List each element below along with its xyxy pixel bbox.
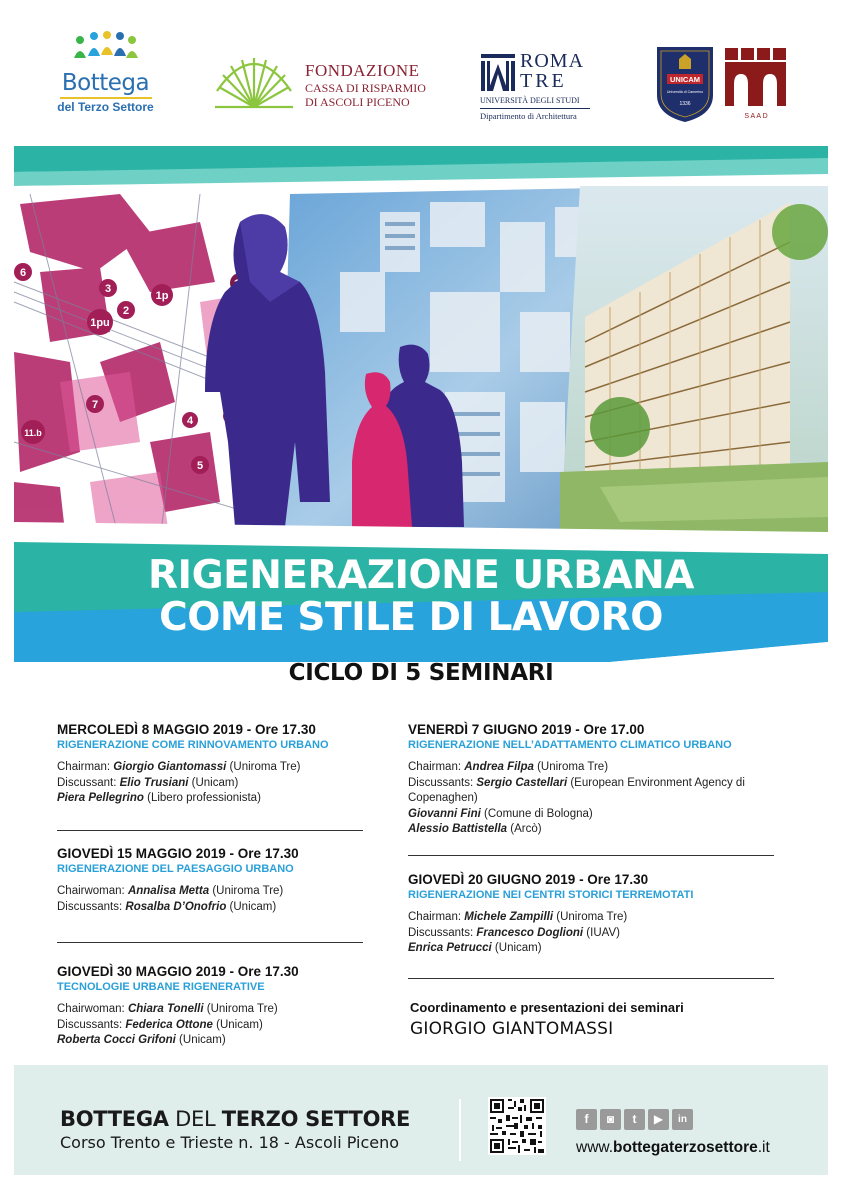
seminar-topic: TECNOLOGIE URBANE RIGENERATIVE — [57, 981, 265, 993]
footer-address: Corso Trento e Trieste n. 18 - Ascoli Piceno — [60, 1133, 400, 1152]
person-line: Discussants: Rosalba D’Onofrio (Unicam) — [57, 900, 277, 913]
people-icon — [70, 30, 140, 70]
map-label: 3 — [104, 283, 112, 295]
seminar-5 — [408, 872, 718, 957]
map-label: 11.b — [24, 428, 42, 438]
unicam-sub: Università di Camerino — [666, 90, 704, 94]
seminar-people — [57, 884, 367, 915]
seminar-3 — [57, 964, 367, 1049]
person-line: Discussants: Francesco Doglioni (IUAV) — [408, 926, 620, 939]
coordination — [410, 1000, 770, 1039]
logo-bar — [0, 0, 842, 140]
divider — [408, 978, 774, 979]
qr-code-icon[interactable] — [488, 1097, 546, 1155]
unicam-name: UNICAM — [670, 75, 700, 84]
bottega-name: Bottega — [61, 70, 150, 96]
unicam-logo — [655, 45, 715, 123]
person-line: Discussants: Sergio Castellari (European Environment Agency di Copenaghen) — [408, 776, 745, 804]
coordination-label: Coordinamento e presentazioni dei seminari — [410, 1000, 684, 1015]
saad-logo — [725, 48, 787, 120]
fondazione-line1: FONDAZIONE — [305, 61, 420, 80]
map-label: 2 — [122, 305, 130, 317]
seminar-date: GIOVEDÌ 20 GIUGNO 2019 - Ore 17.30 — [408, 872, 649, 887]
divider — [408, 855, 774, 856]
divider — [57, 830, 363, 831]
roma-text: ROMA — [520, 50, 585, 72]
footer — [14, 1065, 828, 1175]
person-line: Enrica Petrucci (Unicam) — [408, 942, 542, 954]
divider — [57, 942, 363, 943]
person-line: Chairman: Andrea Filpa (Uniroma Tre) — [408, 761, 609, 773]
map-label: 6 — [19, 267, 27, 279]
coordinator-name: GIORGIO GIANTOMASSI — [410, 1019, 614, 1039]
facebook-icon[interactable]: f — [576, 1109, 597, 1130]
person-line: Alessio Battistella (Arcò) — [408, 823, 542, 835]
footer-org-name: BOTTEGA DEL TERZO SETTORE — [60, 1107, 411, 1131]
person-line: Discussants: Federica Ottone (Unicam) — [57, 1018, 263, 1031]
seminar-topic: RIGENERAZIONE DEL PAESAGGIO URBANO — [57, 863, 294, 875]
seminar-people — [408, 760, 768, 838]
seminar-date: MERCOLEDÌ 8 MAGGIO 2019 - Ore 17.30 — [57, 722, 316, 737]
seminar-date: GIOVEDÌ 15 MAGGIO 2019 - Ore 17.30 — [57, 846, 299, 861]
seminar-date: VENERDÌ 7 GIUGNO 2019 - Ore 17.00 — [408, 722, 645, 737]
youtube-icon[interactable]: ▶ — [648, 1109, 669, 1130]
seminar-people — [408, 910, 718, 957]
map-label: 7 — [91, 399, 99, 411]
seminar-4 — [408, 722, 768, 838]
seminar-topic: RIGENERAZIONE NEI CENTRI STORICI TERREMOTATI — [408, 889, 694, 901]
person-line: Discussant: Elio Trusiani (Unicam) — [57, 776, 239, 789]
person-line: Piera Pellegrino (Libero professionista) — [57, 792, 261, 804]
person-line: Chairwoman: Annalisa Metta (Uniroma Tre) — [57, 885, 284, 897]
unicam-year: 1336 — [679, 101, 691, 107]
fondazione-line2: CASSA DI RISPARMIO — [305, 81, 426, 95]
roma-tre-department: Dipartimento di Architettura — [480, 108, 590, 121]
person-line: Roberta Cocci Grifoni (Unicam) — [57, 1034, 226, 1046]
fondazione-logo — [213, 55, 438, 115]
subtitle: CICLO DI 5 SEMINARI — [288, 660, 554, 686]
seminar-1 — [57, 722, 367, 807]
person-line: Chairwoman: Chiara Tonelli (Uniroma Tre) — [57, 1003, 278, 1015]
roma-tre-logo — [480, 50, 590, 125]
main-title — [14, 545, 828, 665]
person-line: Chairman: Michele Zampilli (Uniroma Tre) — [408, 911, 628, 923]
bottega-underline — [60, 97, 152, 99]
roma-tre-university: UNIVERSITÀ DEGLI STUDI — [480, 96, 580, 105]
map-label: 1pu — [90, 317, 110, 329]
saad-text: S A A D — [744, 113, 768, 120]
seminar-topic: RIGENERAZIONE COME RINNOVAMENTO URBANO — [57, 739, 329, 751]
map-label: 4 — [186, 415, 194, 427]
seminar-people — [57, 760, 367, 807]
footer-divider — [459, 1099, 461, 1161]
title-line-2: COME STILE DI LAVORO — [159, 595, 663, 640]
seminar-people — [57, 1002, 367, 1049]
linkedin-icon[interactable]: in — [672, 1109, 693, 1130]
tre-text: TRE — [520, 70, 567, 92]
map-label: 1p — [155, 290, 169, 302]
instagram-icon[interactable]: ◙ — [600, 1109, 621, 1130]
website-link[interactable]: www.bottegaterzosettore.it — [576, 1139, 770, 1156]
seminar-date: GIOVEDÌ 30 MAGGIO 2019 - Ore 17.30 — [57, 964, 299, 979]
fan-icon — [213, 57, 295, 109]
bottega-logo — [48, 30, 163, 120]
person-line: Giovanni Fini (Comune di Bologna) — [408, 807, 593, 820]
bottega-sub: del Terzo Settore — [57, 100, 154, 114]
title-line-1: RIGENERAZIONE URBANA — [148, 553, 694, 598]
seminar-topic: RIGENERAZIONE NELL’ADATTAMENTO CLIMATICO URBANO — [408, 739, 732, 751]
roma-tre-mark-icon — [480, 52, 516, 94]
fondazione-line3: DI ASCOLI PICENO — [305, 95, 410, 109]
map-label: 5 — [196, 460, 204, 472]
person-line: Chairman: Giorgio Giantomassi (Uniroma Tre) — [57, 761, 301, 773]
seminar-2 — [57, 846, 367, 915]
twitter-icon[interactable]: t — [624, 1109, 645, 1130]
